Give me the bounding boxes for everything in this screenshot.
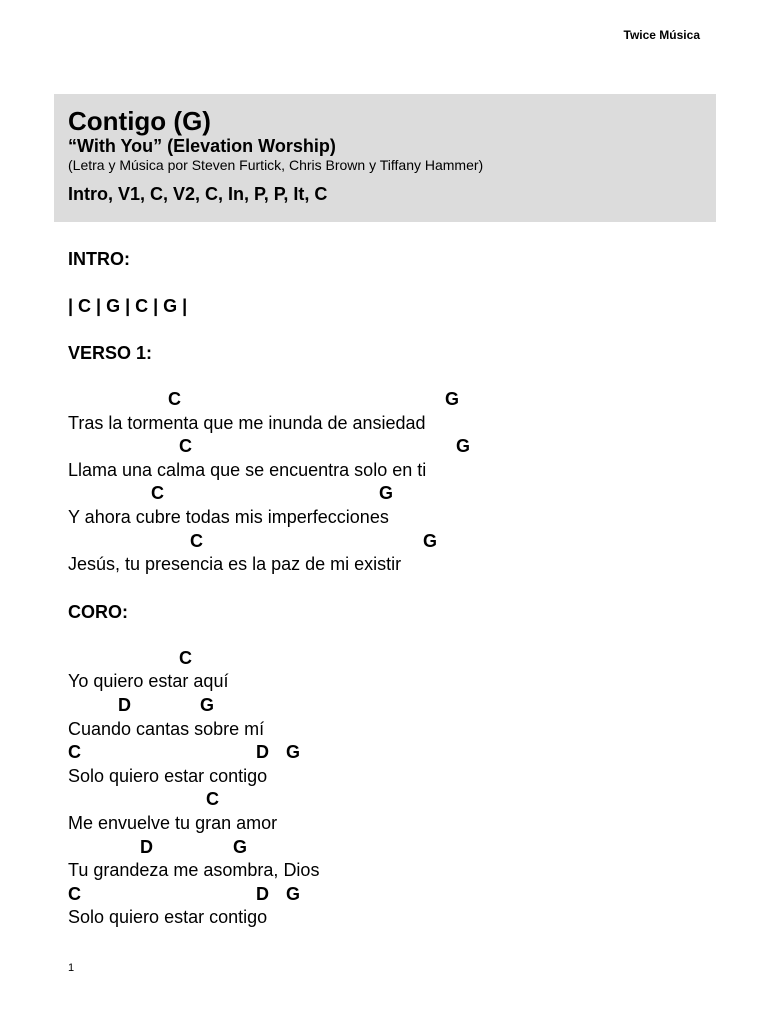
verse1-block	[68, 388, 708, 577]
intro-heading: INTRO:	[68, 249, 130, 269]
chord-line	[68, 788, 708, 812]
chord: G	[423, 530, 438, 551]
verse1-heading: VERSO 1:	[68, 343, 153, 363]
chord-line	[68, 836, 708, 860]
lyric-line: Yo quiero estar aquí	[68, 671, 229, 692]
chord: G	[286, 883, 301, 904]
chord: G	[200, 694, 215, 715]
lyric-line: Solo quiero estar contigo	[68, 765, 268, 786]
chord-line	[68, 388, 708, 412]
chord: C	[151, 483, 164, 504]
chord: D	[118, 694, 131, 715]
chord-line	[68, 883, 708, 907]
song-structure: Intro, V1, C, V2, C, In, P, P, It, C	[68, 184, 328, 204]
chord: C	[179, 647, 192, 668]
song-title-box	[54, 94, 716, 222]
lyric-line: Llama una calma que se encuentra solo en ti	[68, 459, 427, 480]
chord: D	[256, 883, 269, 904]
chord: D	[256, 742, 269, 763]
chord-line	[68, 435, 708, 459]
song-title: Contigo (G)	[68, 106, 211, 136]
chord: C	[168, 389, 181, 409]
chord-line	[68, 647, 708, 671]
song-subtitle: “With You” (Elevation Worship)	[68, 136, 336, 156]
chord: C	[68, 883, 81, 904]
chord: C	[68, 742, 81, 763]
chord: C	[179, 436, 192, 457]
lyric-line: Me envuelve tu gran amor	[68, 812, 278, 833]
chord: C	[190, 530, 203, 551]
lyric-line: Solo quiero estar contigo	[68, 907, 268, 928]
chord-sheet	[68, 247, 708, 930]
lyric-line: Cuando cantas sobre mí	[68, 718, 265, 739]
brand-name: Twice Música	[623, 28, 700, 42]
chord: G	[286, 742, 301, 763]
song-credits: (Letra y Música por Steven Furtick, Chris Brown y Tiffany Hammer)	[68, 157, 484, 173]
chord-line	[68, 694, 708, 718]
chord: G	[456, 436, 471, 457]
chord: G	[233, 836, 248, 857]
lyric-line: Tras la tormenta que me inunda de ansiedad	[68, 412, 426, 433]
chord-line	[68, 741, 708, 765]
chord: C	[206, 789, 219, 810]
chorus-block	[68, 647, 708, 930]
chord: G	[445, 389, 460, 409]
chord-line	[68, 482, 708, 506]
chord: D	[140, 836, 153, 857]
lyric-line: Jesús, tu presencia es la paz de mi existir	[68, 554, 402, 575]
chord-line	[68, 530, 708, 554]
intro-chord-progression: | C | G | C | G |	[68, 296, 188, 316]
lyric-line: Tu grandeza me asombra, Dios	[68, 860, 320, 881]
chord: G	[379, 483, 394, 504]
chorus-heading: CORO:	[68, 601, 128, 622]
page-number: 1	[68, 962, 75, 974]
lyric-line: Y ahora cubre todas mis imperfecciones	[68, 506, 389, 527]
